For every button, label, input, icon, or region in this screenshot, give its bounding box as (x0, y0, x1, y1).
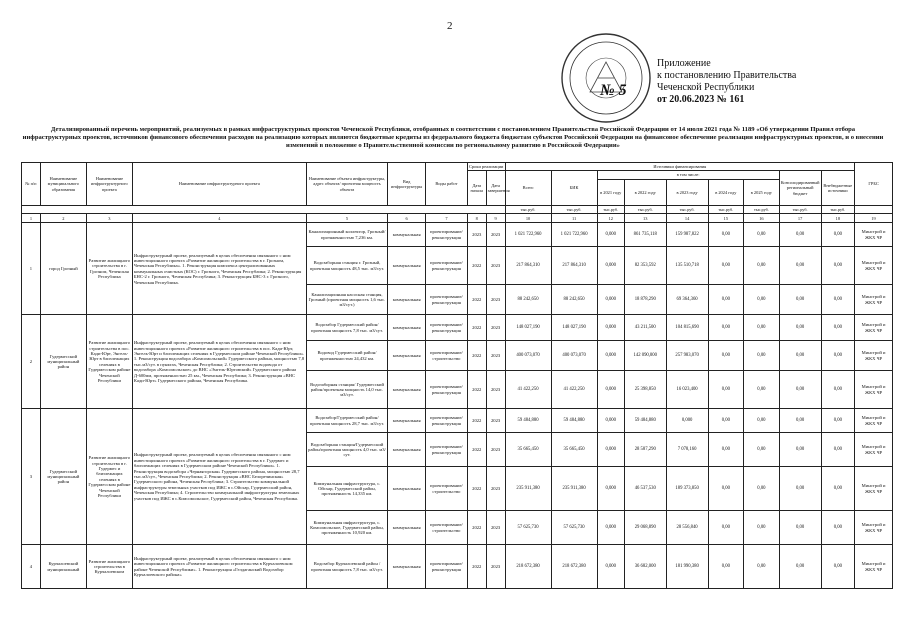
cell-project: Развитие жилищного строительства в пос. Кади-Юрт, Энгель-Юрт в близлежащих селениях в Гудермесском районе Чеченской Республики (86, 315, 132, 409)
table-body (22, 223, 893, 589)
header-y2023: в 2023 году (666, 179, 708, 205)
cell-other: 0,00 (821, 467, 855, 511)
table-row (22, 545, 893, 589)
cell-y2025: 0,00 (744, 467, 780, 511)
cell-municipality: Гудермесский муниципальный район (40, 315, 86, 409)
cell-y2024: 0,00 (708, 285, 744, 315)
cell-description: Инфраструктурный проект, реализуемый в целях обеспечения связанного с ним инвестиционного проекта «Развитие жилищного строительства в г. Гудермес и близлежащих селениях в Гудермесском районе Чеченской Республики». 1. Реконструкция водозабора «Чернаягорская» Гудермесского района, мощностью 28,7 тыс.м3/сут., Чеченская Республика; 2. Реконструкция «ВНС Белоречинская» Гудермесского района, Чеченская Республика; 3. Строительство коммунальной инфраструктуры земельных участков под ИЖС в с.Ойсхар, Гудермесский район, Чеченская Республика; 4. Строительство коммунальной инфраструктуры земельных участков под ИЖС в с.Комсомольское, Гудермесский район, Чеченская Республика. (132, 409, 306, 545)
cell-y2024: 0,00 (708, 545, 744, 589)
unit-cell: тыс.руб. (551, 205, 597, 213)
header-num: № п/п (22, 163, 41, 206)
column-numbers-row (22, 214, 893, 223)
header-type: Вид инфраструктуры (388, 163, 426, 206)
column-number: 10 (505, 214, 551, 223)
table-row (22, 223, 893, 247)
cell-start: 2022 (467, 371, 486, 409)
units-spacer (855, 205, 893, 213)
appendix-line: Приложение (657, 58, 711, 69)
cell-object: Водозаборная станция г. Грозный, проектная мощность 48,5 тыс. м3/сут. (306, 247, 388, 285)
cell-start: 2022 (467, 545, 486, 589)
cell-description: Инфраструктурный проект, реализуемый в целях обеспечения связанного с ним инвестиционного проекта «Развитие жилищного строительства в г. Грозном, Чеченская Республика». 1. Реконструкция комплекса централизованных коммунальных очистных (КОС) г. Грозного, Чеченская Республика; 2. Реконструкция БНС-2 г. Грозного, Чеченская Республика; 3. Реконструкция БНС-3 г. Грозного, Чеченская Республика. (132, 223, 306, 315)
cell-comm: 0,00 (779, 223, 821, 247)
cell-y2025: 0,00 (744, 511, 780, 545)
unit-cell: тыс.руб. (666, 205, 708, 213)
header-description: Наименование инфраструктурного проекта (132, 163, 306, 206)
column-number: 2 (40, 214, 86, 223)
cell-other: 0,00 (821, 315, 855, 341)
cell-y2021: 0,000 (597, 511, 624, 545)
cell-y2025: 0,00 (744, 409, 780, 433)
cell-end: 2023 (486, 467, 505, 511)
cell-type: коммунальная (388, 315, 426, 341)
table-container (21, 162, 893, 640)
cell-bk: 59 484,880 (551, 409, 597, 433)
cell-other: 0,00 (821, 433, 855, 467)
measures-table (21, 162, 893, 589)
cell-y2023: 28 556,840 (666, 511, 708, 545)
cell-y2024: 0,00 (708, 247, 744, 285)
cell-description: Инфраструктурный проект, реализуемый в целях обеспечения связанного с ним инвестиционного проекта «Развитие жилищного строительства в пос. Кади-Юрт, Энгель-Юрт и близлежащих селениях в Гудермесском районе Чеченской Республики». 1. Реконструкция водозабора «Комсомольский» Гудермесского района, мощностью 7,8 тыс.м3/сут. в пунктах, Чеченская Республика; 2. Строительство водовода от водозабора «Комсомольское» до ВНС «Энгель-Юртовский» Гудермесского района Д-600мм, протяженностью 25 км., Чеченская Республика; 3. Реконструкция «ВНС Кади-Юрт» Гудермесского района, Чеченская Республика. (132, 315, 306, 409)
cell-end: 2023 (486, 433, 505, 467)
cell-start: 2023 (467, 223, 486, 247)
cell-other: 0,00 (821, 341, 855, 371)
cell-end: 2023 (486, 409, 505, 433)
cell-start: 2022 (467, 467, 486, 511)
cell-object: Водозабор/Гудермесский район/проектная мощность 28,7 тыс. м3/сут. (306, 409, 388, 433)
cell-project: Развитие жилищного строительства в г. Грозном, Чеченская Республика (86, 223, 132, 315)
cell-object: Водовод Гудермесский район/ протяженностью 24,432 км. (306, 341, 388, 371)
cell-num: 3 (22, 409, 41, 545)
cell-y2023: 135 510,718 (666, 247, 708, 285)
cell-total: 148 027,190 (505, 315, 551, 341)
cell-start: 2022 (467, 511, 486, 545)
cell-y2021: 0,000 (597, 545, 624, 589)
cell-y2021: 0,000 (597, 285, 624, 315)
cell-type: коммунальная (388, 247, 426, 285)
header-comm: Консолидированный региональный бюджет (779, 171, 821, 205)
cell-bk: 148 027,190 (551, 315, 597, 341)
official-seal-icon (560, 32, 652, 124)
cell-comm: 0,00 (779, 511, 821, 545)
cell-works: проектирование/строительство (425, 511, 467, 545)
cell-other: 0,00 (821, 545, 855, 589)
cell-y2024: 0,00 (708, 433, 744, 467)
cell-y2022: 142 090,000 (624, 341, 666, 371)
cell-total: 218 672,380 (505, 545, 551, 589)
cell-comm: 0,00 (779, 315, 821, 341)
header-end: Дата завершения (486, 171, 505, 205)
cell-num: 1 (22, 223, 41, 315)
unit-cell: тыс.руб. (744, 205, 780, 213)
cell-grbs: Минстрой и ЖКХ ЧР (855, 545, 893, 589)
header-incl: в том числе: (597, 171, 779, 179)
column-number: 11 (551, 214, 597, 223)
header-works: Виды работ (425, 163, 467, 206)
cell-works: проектирование/реконструкция (425, 315, 467, 341)
cell-type: коммунальная (388, 409, 426, 433)
cell-y2021: 0,000 (597, 433, 624, 467)
cell-y2023: 159 987,822 (666, 223, 708, 247)
cell-grbs: Минстрой и ЖКХ ЧР (855, 467, 893, 511)
cell-municipality: Курчалоевский муниципальный (40, 545, 86, 589)
cell-object: Коммунальная инфраструктура, с. Комсомольское, Гудермесский район, протяженность 10,920 км. (306, 511, 388, 545)
cell-works: проектирование/реконструкция (425, 285, 467, 315)
cell-comm: 0,00 (779, 341, 821, 371)
cell-project: Развитие жилищного строительства в Курчалоевском (86, 545, 132, 589)
cell-object: Канализационная насосная станция, Грозный (проектная мощность 1,6 тыс. м3/сут.) (306, 285, 388, 315)
unit-cell: тыс.руб. (821, 205, 855, 213)
cell-end: 2023 (486, 511, 505, 545)
cell-grbs: Минстрой и ЖКХ ЧР (855, 247, 893, 285)
header-municipality: Наименование муниципального образования (40, 163, 86, 206)
cell-y2023: 69 364,360 (666, 285, 708, 315)
appendix-line: Чеченской Республики (657, 82, 755, 93)
cell-works: проектирование/реконструкция (425, 223, 467, 247)
cell-bk: 217 864,310 (551, 247, 597, 285)
cell-type: коммунальная (388, 371, 426, 409)
cell-y2025: 0,00 (744, 315, 780, 341)
cell-comm: 0,00 (779, 433, 821, 467)
cell-grbs: Минстрой и ЖКХ ЧР (855, 341, 893, 371)
header-other: Внебюджетные источники (821, 171, 855, 205)
column-number: 12 (597, 214, 624, 223)
cell-object: Канализационный коллектор, Грозный/протяженностью 7,236 км. (306, 223, 388, 247)
cell-start: 2022 (467, 315, 486, 341)
appendix-date: от 20.06.2023 № 161 (657, 94, 745, 105)
cell-y2024: 0,00 (708, 223, 744, 247)
cell-comm: 0,00 (779, 409, 821, 433)
cell-bk: 1 021 722,960 (551, 223, 597, 247)
cell-grbs: Минстрой и ЖКХ ЧР (855, 433, 893, 467)
header-y2021: в 2021 году (597, 179, 624, 205)
header-bk: БИК (551, 171, 597, 205)
cell-object: Водозаборная станция/Гудермесский район/проектная мощность 4,0 тыс. м3/сут. (306, 433, 388, 467)
cell-y2021: 0,000 (597, 315, 624, 341)
column-number: 18 (821, 214, 855, 223)
header-y2024: в 2024 году (708, 179, 744, 205)
unit-cell: тыс.руб. (708, 205, 744, 213)
cell-grbs: Минстрой и ЖКХ ЧР (855, 409, 893, 433)
cell-object: Водозаборная станция/ Гудермесский район/проектная мощность 14,0 тыс. м3/сут. (306, 371, 388, 409)
cell-grbs: Минстрой и ЖКХ ЧР (855, 315, 893, 341)
column-number: 3 (86, 214, 132, 223)
cell-comm: 0,00 (779, 285, 821, 315)
header-terms: Сроки реализации (469, 164, 504, 169)
cell-start: 2022 (467, 409, 486, 433)
document-title: Детализированный перечень мероприятий, реализуемых в рамках инфраструктурных проектов Чеченской Республики, отобранных в соответствии с постановлением Правительства Российской Федерации от 14 июля 2021 года № 1189 «Об утверждении Правил отбора инфраструктурных проектов, источников финансового обеспечения расходов на реализацию которых являются бюджетные кредиты из федерального бюджета бюджетам субъектов Российской Федерации на финансовое обеспечение реализации инфраструктурных проектов, и о внесении изменений в положение о Правительственной комиссии по региональному развитию в Российской Федерации» (22, 126, 884, 150)
cell-works: проектирование/реконструкция (425, 371, 467, 409)
cell-total: 88 242,650 (505, 285, 551, 315)
cell-works: проектирование/строительство (425, 467, 467, 511)
cell-num: 2 (22, 315, 41, 409)
column-number: 7 (425, 214, 467, 223)
cell-y2023: 181 990,380 (666, 545, 708, 589)
cell-comm: 0,00 (779, 545, 821, 589)
header-funding: Источники финансирования (505, 163, 855, 171)
cell-y2022: 36 682,000 (624, 545, 666, 589)
cell-y2024: 0,00 (708, 467, 744, 511)
cell-end: 2023 (486, 223, 505, 247)
cell-other: 0,00 (821, 285, 855, 315)
cell-y2021: 0,000 (597, 247, 624, 285)
cell-y2023: 189 373,850 (666, 467, 708, 511)
column-number: 6 (388, 214, 426, 223)
cell-municipality: Гудермесский муниципальный район (40, 409, 86, 545)
cell-type: коммунальная (388, 467, 426, 511)
column-number: 13 (624, 214, 666, 223)
header-y2022: в 2022 году (624, 179, 666, 205)
column-number: 8 (467, 214, 486, 223)
cell-grbs: Минстрой и ЖКХ ЧР (855, 371, 893, 409)
cell-y2021: 0,000 (597, 341, 624, 371)
cell-num: 4 (22, 545, 41, 589)
cell-bk: 41 422,250 (551, 371, 597, 409)
page-number: 2 (447, 20, 453, 32)
header-y2025: в 2025 году (744, 179, 780, 205)
cell-end: 2023 (486, 371, 505, 409)
cell-comm: 0,00 (779, 247, 821, 285)
cell-y2022: 28 587,290 (624, 433, 666, 467)
cell-total: 59 484,880 (505, 409, 551, 433)
cell-y2023: 16 023,400 (666, 371, 708, 409)
unit-cell: тыс.руб. (505, 205, 551, 213)
handwritten-number: № 5 (600, 82, 627, 99)
cell-y2022: 29 068,890 (624, 511, 666, 545)
cell-description: Инфраструктурный проект, реализуемый в целях обеспечения связанного с ним инвестиционного проекта «Развитие жилищного строительства в Курчалоевском районе Чеченской Республики». 1. Реконструкция «Гелдаганский Водозабор Курчалоевского района» (132, 545, 306, 589)
header-start: Дата начала (467, 171, 486, 205)
column-number: 4 (132, 214, 306, 223)
header-total: Всего (505, 171, 551, 205)
cell-bk: 35 665,450 (551, 433, 597, 467)
cell-end: 2023 (486, 247, 505, 285)
units-spacer (22, 205, 506, 213)
cell-y2021: 0,000 (597, 409, 624, 433)
cell-other: 0,00 (821, 247, 855, 285)
cell-object: Водозабор Гудермесский район/проектная мощность 7,8 тыс. м3/сут. (306, 315, 388, 341)
cell-y2021: 0,000 (597, 467, 624, 511)
cell-y2024: 0,00 (708, 409, 744, 433)
cell-bk: 88 242,650 (551, 285, 597, 315)
cell-start: 2022 (467, 341, 486, 371)
cell-type: коммунальная (388, 285, 426, 315)
cell-grbs: Минстрой и ЖКХ ЧР (855, 511, 893, 545)
cell-other: 0,00 (821, 223, 855, 247)
column-number: 9 (486, 214, 505, 223)
cell-y2024: 0,00 (708, 315, 744, 341)
cell-total: 57 625,730 (505, 511, 551, 545)
cell-end: 2023 (486, 545, 505, 589)
header-object: Наименование объекта инфраструктуры, адрес объекта/ проектная мощность объекта (306, 163, 388, 206)
cell-object: Коммунальная инфраструктура, с. Ойсхар, Гудермесский район, протяженность 14,335 км. (306, 467, 388, 511)
cell-y2022: 18 878,290 (624, 285, 666, 315)
cell-other: 0,00 (821, 371, 855, 409)
column-number: 14 (666, 214, 708, 223)
cell-grbs: Минстрой и ЖКХ ЧР (855, 223, 893, 247)
cell-end: 2023 (486, 285, 505, 315)
column-number: 15 (708, 214, 744, 223)
cell-y2021: 0,000 (597, 371, 624, 409)
cell-works: проектирование/реконструкция (425, 409, 467, 433)
cell-total: 1 021 722,960 (505, 223, 551, 247)
cell-bk: 57 625,730 (551, 511, 597, 545)
cell-y2024: 0,00 (708, 511, 744, 545)
cell-y2022: 46 537,530 (624, 467, 666, 511)
cell-other: 0,00 (821, 409, 855, 433)
cell-works: проектирование/строительство (425, 341, 467, 371)
cell-total: 35 665,450 (505, 433, 551, 467)
appendix-line: к постановлению Правительства (657, 70, 797, 81)
unit-cell: тыс.руб. (597, 205, 624, 213)
header-project: Наименование инфраструктурного проекта (86, 163, 132, 206)
cell-y2022: 861 735,118 (624, 223, 666, 247)
cell-total: 217 864,310 (505, 247, 551, 285)
cell-y2025: 0,00 (744, 285, 780, 315)
cell-y2025: 0,00 (744, 341, 780, 371)
cell-type: коммунальная (388, 433, 426, 467)
cell-y2025: 0,00 (744, 223, 780, 247)
cell-y2025: 0,00 (744, 433, 780, 467)
cell-type: коммунальная (388, 545, 426, 589)
cell-municipality: город Грозный (40, 223, 86, 315)
cell-start: 2022 (467, 433, 486, 467)
cell-bk: 400 073,070 (551, 341, 597, 371)
cell-grbs: Минстрой и ЖКХ ЧР (855, 285, 893, 315)
cell-bk: 218 672,380 (551, 545, 597, 589)
column-number: 19 (855, 214, 893, 223)
cell-end: 2023 (486, 315, 505, 341)
cell-end: 2023 (486, 341, 505, 371)
cell-y2021: 0,000 (597, 223, 624, 247)
cell-y2024: 0,00 (708, 371, 744, 409)
cell-y2022: 43 211,500 (624, 315, 666, 341)
column-number: 17 (779, 214, 821, 223)
cell-type: коммунальная (388, 223, 426, 247)
cell-total: 235 911,380 (505, 467, 551, 511)
cell-total: 41 422,250 (505, 371, 551, 409)
cell-type: коммунальная (388, 511, 426, 545)
cell-y2025: 0,00 (744, 545, 780, 589)
cell-y2024: 0,00 (708, 341, 744, 371)
cell-total: 400 073,070 (505, 341, 551, 371)
cell-works: проектирование/реконструкция (425, 433, 467, 467)
header-grbs: ГРБС (855, 163, 893, 206)
cell-comm: 0,00 (779, 371, 821, 409)
cell-type: коммунальная (388, 341, 426, 371)
cell-project: Развитие жилищного строительства в г. Гудермес и близлежащих селениях в Гудермесском районе Чеченской Республики (86, 409, 132, 545)
column-number: 16 (744, 214, 780, 223)
cell-other: 0,00 (821, 511, 855, 545)
appendix-block (657, 58, 897, 106)
cell-works: проектирование/реконструкция (425, 247, 467, 285)
cell-object: Водозабор Курчалоевский район /проектная мощность 7,8 тыс. м3/сут. (306, 545, 388, 589)
cell-comm: 0,00 (779, 467, 821, 511)
unit-cell: тыс.руб. (624, 205, 666, 213)
cell-y2023: 7 078,160 (666, 433, 708, 467)
cell-y2023: 104 815,690 (666, 315, 708, 341)
cell-start: 2022 (467, 285, 486, 315)
cell-y2025: 0,00 (744, 247, 780, 285)
cell-y2022: 59 484,880 (624, 409, 666, 433)
cell-y2023: 257 983,070 (666, 341, 708, 371)
column-number: 1 (22, 214, 41, 223)
cell-y2025: 0,00 (744, 371, 780, 409)
table-row (22, 315, 893, 341)
unit-cell: тыс.руб. (779, 205, 821, 213)
cell-start: 2022 (467, 247, 486, 285)
table-row (22, 409, 893, 433)
column-number: 5 (306, 214, 388, 223)
cell-y2022: 82 353,592 (624, 247, 666, 285)
cell-bk: 235 911,380 (551, 467, 597, 511)
cell-y2023: 0,000 (666, 409, 708, 433)
cell-works: проектирование/реконструкция (425, 545, 467, 589)
cell-y2022: 25 398,850 (624, 371, 666, 409)
